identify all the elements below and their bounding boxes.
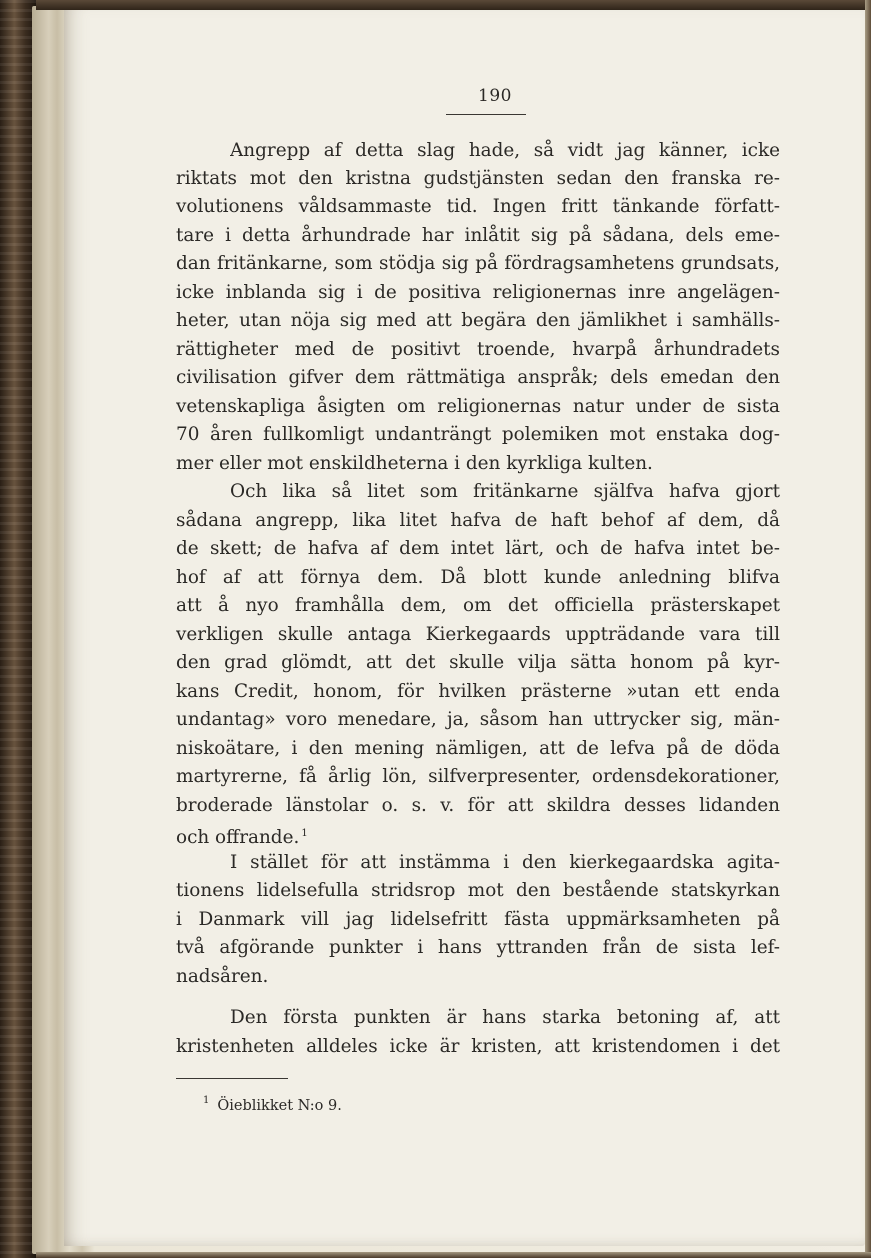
text-line: rättigheter med de positivt troende, hvarpå århundradets	[176, 339, 780, 360]
text-line: icke inblanda sig i de positiva religionernas inre angelägen-	[176, 282, 780, 303]
text-line: Den första punkten är hans starka betoning af, att	[230, 1007, 780, 1028]
text-line: 70 åren fullkomligt undanträngt polemiken mot enstaka dog-	[176, 424, 780, 445]
text-line: vetenskapliga åsigten om religionernas natur under de sista	[176, 396, 780, 417]
text-line: civilisation gifver dem rättmätiga anspråk; dels emedan den	[176, 367, 780, 388]
text-line: undantag» voro menedare, ja, såsom han uttrycker sig, män-	[176, 709, 780, 730]
page-number: 190	[478, 86, 512, 106]
footnote-rule	[176, 1078, 288, 1079]
text-line: martyrerne, få årlig lön, silfverpresenter, ordensdekorationer,	[176, 766, 780, 787]
text-line: nadsåren.	[176, 966, 269, 987]
page-number-rule	[446, 114, 526, 115]
text-line: niskoätare, i den mening nämligen, att de lefva på de döda	[176, 738, 780, 759]
text-line: kristenheten alldeles icke är kristen, att kristendomen i det	[176, 1036, 780, 1057]
text-line: dan fritänkarne, som stödja sig på fördragsamhetens grundsats,	[176, 253, 780, 274]
footnote-text: Öieblikket N:o 9.	[217, 1098, 342, 1114]
text-line: kans Credit, honom, för hvilken prästerne »utan ett enda	[176, 681, 780, 702]
text-line: hof af att förnya dem. Då blott kunde anledning blifva	[176, 567, 780, 588]
text-line: Angrepp af detta slag hade, så vidt jag känner, icke	[230, 140, 780, 161]
top-edge	[36, 0, 871, 10]
text-line: Och lika så litet som fritänkarne själfva hafva gjort	[230, 481, 780, 502]
footnote-reference[interactable]: 1	[301, 828, 308, 839]
right-edge	[865, 0, 871, 1258]
book-binding	[0, 0, 36, 1258]
text-line: verkligen skulle antaga Kierkegaards uppträdande vara till	[176, 624, 780, 645]
text-line: mer eller mot enskildheterna i den kyrkliga kulten.	[176, 453, 653, 474]
footnote-marker: 1	[203, 1095, 210, 1106]
text-line: den grad glömdt, att det skulle vilja sätta honom på kyr-	[176, 652, 780, 673]
text-line: i Danmark vill jag lidelsefritt fästa uppmärksamheten på	[176, 909, 780, 930]
text-line: heter, utan nöja sig med att begära den jämlikhet i samhälls-	[176, 310, 780, 331]
footnote	[203, 1096, 342, 1118]
text-line: sådana angrepp, lika litet hafva de haft behof af dem, då	[176, 510, 780, 531]
text-line-content: och offrande.	[176, 827, 300, 848]
text-line: volutionens våldsammaste tid. Ingen fritt tänkande författ-	[176, 196, 780, 217]
text-line: riktats mot den kristna gudstjänsten sedan den franska re-	[176, 168, 780, 189]
text-line: två afgörande punkter i hans yttranden från de sista lef-	[176, 937, 780, 958]
text-line: de skett; de hafva af dem intet lärt, och de hafva intet be-	[176, 538, 780, 559]
text-line: tare i detta århundrade har inlåtit sig på sådana, dels eme-	[176, 225, 780, 246]
text-line: att å nyo framhålla dem, om det officiella prästerskapet	[176, 595, 780, 616]
text-line: I stället för att instämma i den kierkegaardska agita-	[230, 852, 780, 873]
bottom-edge	[36, 1252, 871, 1258]
text-line: broderade länstolar o. s. v. för att skildra desses lidanden	[176, 795, 780, 816]
text-line: tionens lidelsefulla stridsrop mot den bestående statskyrkan	[176, 880, 780, 901]
text-line-with-footnote-ref	[176, 820, 780, 848]
